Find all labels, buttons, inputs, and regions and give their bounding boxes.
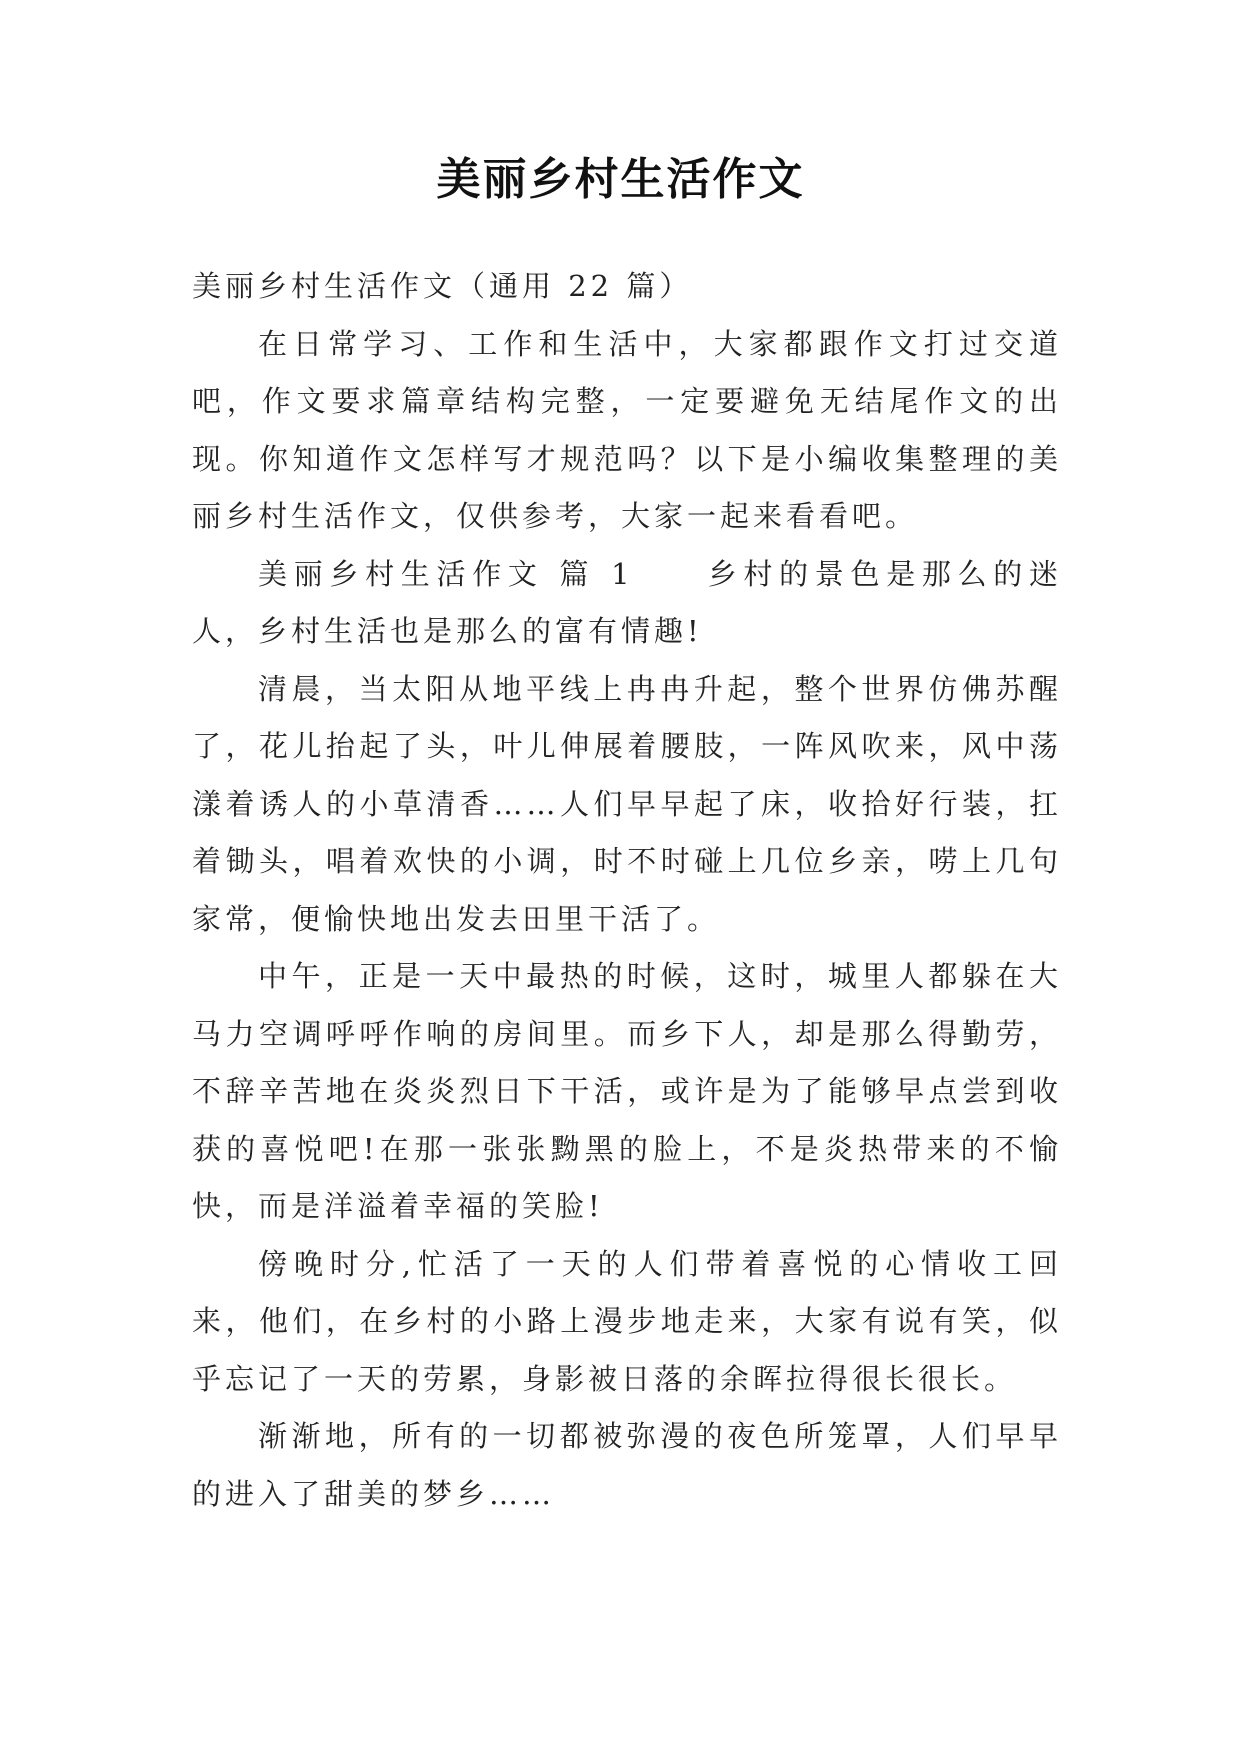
paragraph-noon: 中午，正是一天中最热的时候，这时，城里人都躲在大马力空调呼呼作响的房间里。而乡下人，却是那么得勤劳，不辞辛苦地在炎炎烈日下干活，或许是为了能够早点尝到收获的喜悦吧!在那一张张黝黑的脸上，不是炎热带来的不愉快，而是洋溢着幸福的笑脸! bbox=[192, 959, 1062, 1223]
document-body bbox=[192, 258, 1062, 1523]
document-subtitle: 美丽乡村生活作文（通用 22 篇） bbox=[192, 269, 693, 303]
paragraph-morning: 清晨，当太阳从地平线上冉冉升起，整个世界仿佛苏醒了，花儿抬起了头，叶儿伸展着腰肢，一阵风吹来，风中荡漾着诱人的小草清香……人们早早起了床，收拾好行装，扛着锄头，唱着欢快的小调，时不时碰上几位乡亲，唠上几句家常，便愉快地出发去田里干活了。 bbox=[192, 671, 1062, 936]
paragraph-evening: 傍晚时分,忙活了一天的人们带着喜悦的心情收工回来，他们，在乡村的小路上漫步地走来，大家有说有笑，似乎忘记了一天的劳累，身影被日落的余晖拉得很长很长。 bbox=[192, 1246, 1062, 1396]
paragraph-intro: 在日常学习、工作和生活中，大家都跟作文打过交道吧，作文要求篇章结构完整，一定要避免无结尾作文的出现。你知道作文怎样写才规范吗？以下是小编收集整理的美丽乡村生活作文，仅供参考，大家一起来看看吧。 bbox=[192, 326, 1062, 533]
paragraph-night: 渐渐地，所有的一切都被弥漫的夜色所笼罩，人们早早的进入了甜美的梦乡…… bbox=[192, 1419, 1062, 1511]
document-title: 美丽乡村生活作文 bbox=[436, 154, 805, 205]
paragraph-section-heading: 美丽乡村生活作文 篇 1 乡村的景色是那么的迷人，乡村生活也是那么的富有情趣! bbox=[192, 556, 1062, 648]
